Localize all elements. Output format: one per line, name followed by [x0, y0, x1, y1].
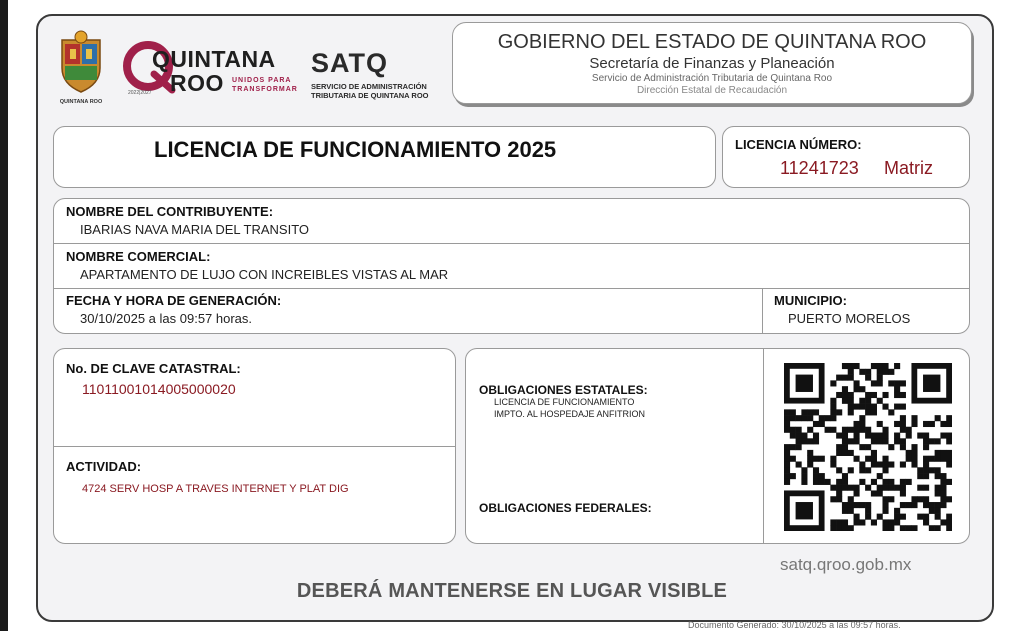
divider	[54, 446, 455, 447]
state-shield-emblem	[56, 30, 106, 104]
trade-name: APARTAMENTO DE LUJO CON INCREIBLES VISTAS AL MAR	[80, 267, 449, 282]
divider	[762, 288, 763, 333]
satq-wordmark: SATQ	[311, 48, 388, 78]
taxpayer-name-label: NOMBRE DEL CONTRIBUYENTE:	[66, 204, 274, 219]
taxpayer-info-box	[53, 198, 970, 334]
divider	[54, 243, 969, 244]
license-number-label: LICENCIA NÚMERO:	[735, 137, 862, 152]
generation-date-label: FECHA Y HORA DE GENERACIÓN:	[66, 293, 282, 308]
qroo-slogan-2: TRANSFORMAR	[232, 86, 298, 93]
license-number: 11241723	[780, 158, 859, 178]
cadastral-key-label: No. DE CLAVE CATASTRAL:	[66, 361, 241, 376]
activity-label: ACTIVIDAD:	[66, 459, 142, 474]
collection-office-name: Dirección Estatal de Recaudación	[636, 85, 788, 96]
federal-obligations-label: OBLIGACIONES FEDERALES:	[479, 501, 652, 515]
taxpayer-name: IBARIAS NAVA MARIA DEL TRANSITO	[80, 222, 310, 237]
qroo-slogan-1: UNIDOS PARA	[232, 77, 292, 84]
photo-edge	[0, 0, 8, 631]
display-notice: DEBERÁ MANTENERSE EN LUGAR VISIBLE	[296, 580, 728, 602]
license-type: Matriz	[884, 158, 933, 178]
municipality: PUERTO MORELOS	[788, 311, 911, 326]
property-box	[53, 348, 456, 544]
qroo-years: 2022|2027	[128, 90, 152, 96]
website-url[interactable]: satq.qroo.gob.mx	[780, 555, 912, 574]
satq-sub2: TRIBUTARIA DE QUINTANA ROO	[311, 91, 429, 100]
generated-timestamp: Documento Generado: 30/10/2025 a las 09:57 horas.	[688, 620, 901, 630]
cadastral-key: 11011001014005000020	[82, 381, 236, 397]
license-title: LICENCIA DE FUNCIONAMIENTO 2025	[154, 137, 557, 162]
activity: 4724 SERV HOSP A TRAVES INTERNET Y PLAT DIG	[82, 483, 349, 495]
state-obligation-item: LICENCIA DE FUNCIONAMIENTO	[494, 397, 635, 407]
shield-caption: QUINTANA ROO	[59, 99, 103, 105]
shield-icon	[56, 30, 106, 94]
qroo-line1: QUINTANA	[152, 46, 276, 72]
secretariat-name: Secretaría de Finanzas y Planeación	[589, 55, 835, 72]
satq-logo	[311, 48, 451, 103]
tax-service-name: Servicio de Administración Tributaria de Quintana Roo	[591, 73, 833, 84]
state-obligations-label: OBLIGACIONES ESTATALES:	[479, 383, 648, 397]
government-title: GOBIERNO DEL ESTADO DE QUINTANA ROO	[497, 31, 927, 53]
divider	[54, 288, 969, 289]
generation-date: 30/10/2025 a las 09:57 horas.	[80, 311, 253, 326]
license-title-box	[53, 126, 716, 188]
state-obligation-item: IMPTO. AL HOSPEDAJE ANFITRION	[494, 409, 646, 419]
qroo-line2: ROO	[170, 70, 224, 96]
trade-name-label: NOMBRE COMERCIAL:	[66, 249, 211, 264]
qr-code[interactable]	[784, 363, 952, 531]
satq-sub1: SERVICIO DE ADMINISTRACIÓN	[311, 82, 427, 91]
quintana-roo-logo	[122, 40, 297, 100]
government-header	[452, 22, 972, 104]
municipality-label: MUNICIPIO:	[774, 293, 847, 308]
obligations-box	[465, 348, 970, 544]
divider	[763, 349, 764, 543]
license-number-box	[722, 126, 970, 188]
